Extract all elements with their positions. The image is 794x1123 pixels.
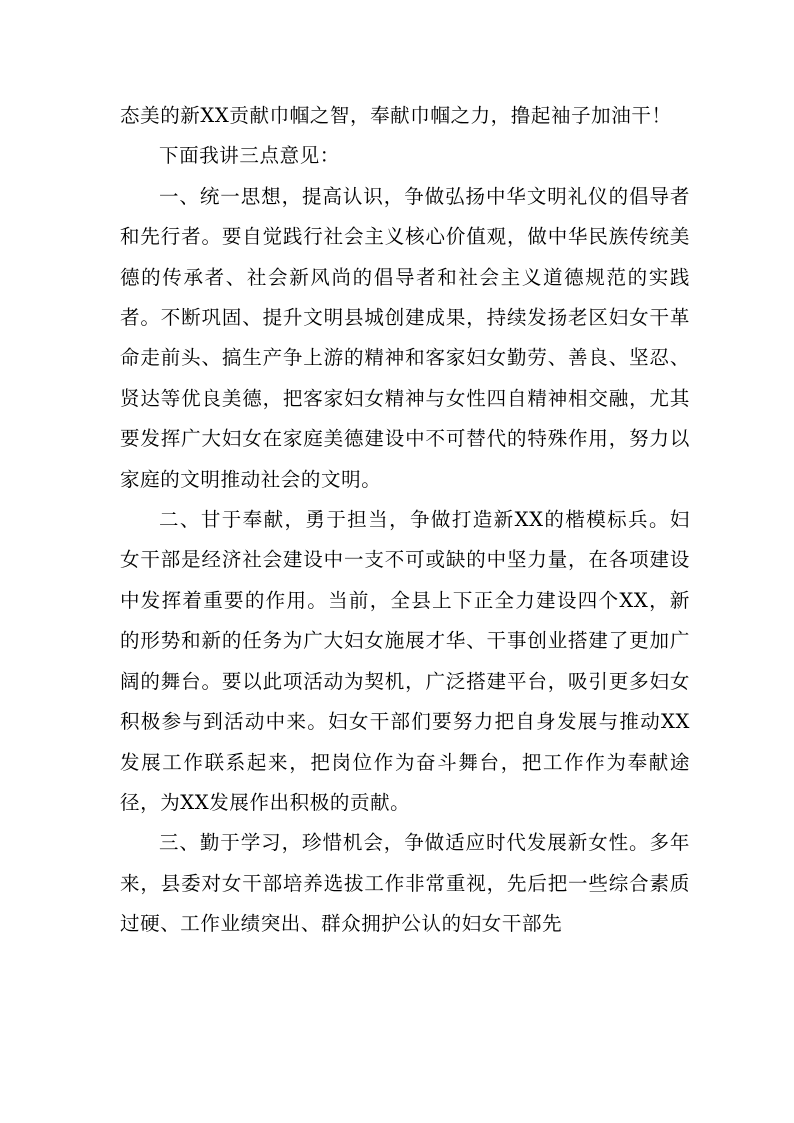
document-body — [120, 96, 690, 945]
paragraph-point-three: 三、勤于学习，珍惜机会，争做适应时代发展新女性。多年来，县委对女干部培养选拔工作非常重视，先后把一些综合素质过硬、工作业绩突出、群众拥护公认的妇女干部先 — [120, 831, 690, 936]
paragraph-intro: 下面我讲三点意见： — [159, 144, 340, 168]
paragraph-point-one: 一、统一思想，提高认识，争做弘扬中华文明礼仪的倡导者和先行者。要自觉践行社会主义核心价值观，做中华民族传统美德的传承者、社会新风尚的倡导者和社会主义道德规范的实践者。不断巩固、提升文明县城创建成果，持续发扬老区妇女干革命走前头、搞生产争上游的精神和客家妇女勤劳、善良、坚忍、贤达等优良美德，把客家妇女精神与女性四自精神相交融，尤其要发挥广大妇女在家庭美德建设中不可替代的特殊作用，努力以家庭的文明推动社会的文明。 — [120, 184, 690, 491]
paragraph-closing-line: 态美的新XX贡献巾帼之智，奉献巾帼之力，撸起袖子加油干！ — [120, 104, 672, 127]
paragraph-point-two: 二、甘于奉献，勇于担当，争做打造新XX的楷模标兵。妇女干部是经济社会建设中一支不可或缺的中坚力量，在各项建设中发挥着重要的作用。当前，全县上下正全力建设四个XX，新的形势和新的任务为广大妇女施展才华、干事创业搭建了更加广阔的舞台。要以此项活动为契机，广泛搭建平台，吸引更多妇女积极参与到活动中来。妇女干部们要努力把自身发展与推动XX发展工作联系起来，把岗位作为奋斗舞台，把工作作为奉献途径，为XX发展作出积极的贡献。 — [120, 508, 690, 814]
